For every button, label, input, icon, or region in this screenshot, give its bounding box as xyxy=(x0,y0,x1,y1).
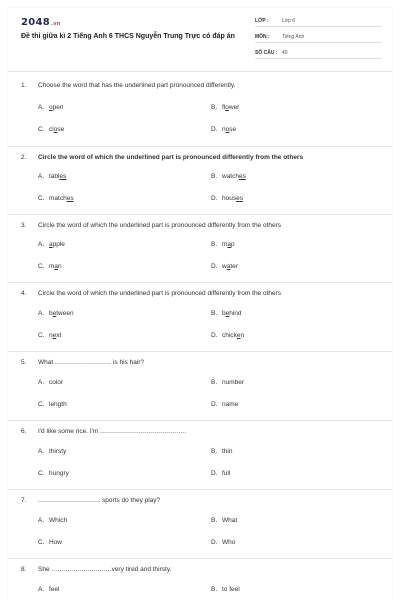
question-text: Circle the word of which the underlined part is pronounced differently from the others xyxy=(38,222,282,229)
option-text-pre: match xyxy=(49,195,67,202)
option-text-pre: b xyxy=(49,310,53,317)
option-text-pre: m xyxy=(49,263,55,270)
logo-text: 2048 xyxy=(21,17,51,28)
option-letter: B. xyxy=(211,517,218,524)
option-letter: C. xyxy=(38,195,45,202)
q8-option-b[interactable] xyxy=(211,586,240,593)
q3-option-b[interactable] xyxy=(211,241,235,248)
option-underlined: e xyxy=(225,310,230,317)
option-letter: D. xyxy=(211,401,218,408)
q5-option-d[interactable] xyxy=(211,401,238,408)
option-text: name xyxy=(222,401,239,408)
question-text-post: is his hair? xyxy=(111,359,145,366)
option-underlined: o xyxy=(225,126,230,133)
option-letter: C. xyxy=(38,263,45,270)
q2-option-d[interactable] xyxy=(211,195,243,202)
option-underlined: o xyxy=(49,104,53,111)
option-text: thirsty xyxy=(49,448,67,455)
option-letter: B. xyxy=(211,310,218,317)
option-underlined: o xyxy=(225,104,229,111)
option-letter: D. xyxy=(211,332,218,339)
option-letter: A. xyxy=(38,241,45,248)
option-text-pre: chick xyxy=(222,332,237,339)
option-letter: D. xyxy=(211,263,218,270)
divider xyxy=(8,489,392,490)
q7-option-d[interactable] xyxy=(211,539,235,546)
q2-option-b[interactable] xyxy=(211,173,246,180)
option-text: feel xyxy=(49,586,60,593)
option-text-post: xt xyxy=(56,332,62,339)
divider xyxy=(8,420,392,421)
option-text-post: p xyxy=(231,241,235,248)
question-number: 2. xyxy=(21,154,27,161)
option-text-pre: hous xyxy=(222,195,237,202)
question-text: Choose the word that has the underlined part pronounced differently. xyxy=(38,82,236,89)
meta-class-label: LỚP : xyxy=(255,18,269,24)
option-letter: D. xyxy=(211,126,218,133)
option-text-post: n xyxy=(58,263,62,270)
option-letter: B. xyxy=(211,586,218,593)
question-text xyxy=(38,566,171,573)
question-number: 8. xyxy=(21,566,27,573)
q4-option-a[interactable] xyxy=(38,310,74,317)
option-letter: B. xyxy=(211,241,218,248)
option-text-post: se xyxy=(57,126,65,133)
option-text-post: pen xyxy=(52,104,64,111)
divider xyxy=(8,351,392,352)
q6-option-d[interactable] xyxy=(211,470,230,477)
option-text-post: ter xyxy=(230,263,238,270)
q1-option-d[interactable] xyxy=(211,126,236,133)
option-letter: A. xyxy=(38,448,45,455)
option-text: How xyxy=(49,539,63,546)
option-text-pre: cl xyxy=(49,126,54,133)
meta-count-label: SỐ CÂU : xyxy=(255,50,278,56)
question-number: 1. xyxy=(21,82,27,89)
option-underlined: es xyxy=(66,195,74,202)
q7-option-a[interactable] xyxy=(38,517,67,524)
meta-class-value: Lớp 6 xyxy=(282,18,296,24)
option-letter: A. xyxy=(38,517,45,524)
q1-option-a[interactable] xyxy=(38,104,63,111)
option-text-pre: watch xyxy=(222,173,239,180)
option-letter: C. xyxy=(38,126,45,133)
option-text-post: wer xyxy=(228,104,240,111)
q5-option-b[interactable] xyxy=(211,379,244,386)
option-letter: D. xyxy=(211,470,218,477)
option-text: full xyxy=(222,470,231,477)
q2-option-c[interactable] xyxy=(38,195,74,202)
logo-suffix: .vn xyxy=(51,21,61,27)
option-text: length xyxy=(49,401,67,408)
meta-subject-label: MÔN : xyxy=(255,34,270,40)
question-number: 5. xyxy=(21,359,27,366)
answer-blank: ............................... xyxy=(38,497,101,504)
option-letter: C. xyxy=(38,401,45,408)
question-number: 3. xyxy=(21,222,27,229)
option-letter: A. xyxy=(38,104,45,111)
option-text-post: se xyxy=(229,126,237,133)
question-text-post: sports do they play? xyxy=(100,497,161,504)
meta-subject-value: Tiếng Anh xyxy=(282,34,305,40)
option-letter: A. xyxy=(38,310,45,317)
q7-option-c[interactable] xyxy=(38,539,62,546)
meta-subject-row xyxy=(255,31,382,43)
question-text-pre: She xyxy=(38,566,52,573)
q4-option-b[interactable] xyxy=(211,310,242,317)
q3-option-d[interactable] xyxy=(211,263,238,270)
option-letter: C. xyxy=(38,539,45,546)
option-text-pre: n xyxy=(49,332,53,339)
q4-option-c[interactable] xyxy=(38,332,61,339)
option-text-pre: b xyxy=(222,310,226,317)
question-number: 4. xyxy=(21,290,27,297)
q3-option-a[interactable] xyxy=(38,241,65,248)
option-underlined: e xyxy=(52,310,57,317)
divider xyxy=(8,146,392,147)
q5-option-a[interactable] xyxy=(38,379,63,386)
option-text-pre: w xyxy=(222,263,227,270)
exam-page xyxy=(8,8,392,600)
option-letter: A. xyxy=(38,586,45,593)
q1-option-b[interactable] xyxy=(211,104,239,111)
option-text-post: hind xyxy=(229,310,242,317)
option-letter: C. xyxy=(38,470,45,477)
question-number: 6. xyxy=(21,428,27,435)
question-text-pre: What xyxy=(38,359,55,366)
option-letter: C. xyxy=(38,332,45,339)
q6-option-c[interactable] xyxy=(38,470,69,477)
option-text: What xyxy=(222,517,238,524)
option-underlined: e xyxy=(52,332,57,339)
option-underlined: es xyxy=(236,195,243,202)
question-number: 7. xyxy=(21,497,27,504)
option-text-post: n xyxy=(240,332,245,339)
meta-count-row xyxy=(255,47,382,59)
option-letter: A. xyxy=(38,379,45,386)
q5-option-c[interactable] xyxy=(38,401,67,408)
option-text: number xyxy=(222,379,245,386)
answer-blank: .............................. xyxy=(51,566,112,573)
answer-blank: ........................................... xyxy=(100,428,187,435)
option-text-pre: fl xyxy=(222,104,226,111)
option-letter: A. xyxy=(38,173,45,180)
option-letter: B. xyxy=(211,379,218,386)
option-underlined: es xyxy=(238,173,246,180)
q1-option-c[interactable] xyxy=(38,126,64,133)
option-underlined: e xyxy=(236,332,241,339)
divider xyxy=(8,558,392,559)
option-letter: B. xyxy=(211,173,218,180)
option-underlined: a xyxy=(226,263,231,270)
option-text-pre: tabl xyxy=(49,173,60,180)
question-text xyxy=(38,359,144,366)
option-text-post: tween xyxy=(56,310,74,317)
divider xyxy=(8,282,392,283)
option-letter: B. xyxy=(211,104,218,111)
question-text xyxy=(38,428,186,435)
option-text: thin xyxy=(222,448,233,455)
question-text xyxy=(38,497,160,504)
option-text: Who xyxy=(222,539,236,546)
q2-option-a[interactable] xyxy=(38,173,66,180)
question-text: Circle the word of which the underlined part is pronounced differently from the others xyxy=(38,290,282,297)
option-text: Which xyxy=(49,517,68,524)
option-text: hungry xyxy=(49,470,69,477)
site-logo[interactable] xyxy=(21,17,61,28)
answer-blank: ............................ xyxy=(54,359,112,366)
meta-class-row xyxy=(255,15,382,27)
q6-option-a[interactable] xyxy=(38,448,66,455)
option-letter: B. xyxy=(211,448,218,455)
q3-option-c[interactable] xyxy=(38,263,62,270)
q4-option-d[interactable] xyxy=(211,332,244,339)
exam-header xyxy=(8,8,392,72)
q7-option-b[interactable] xyxy=(211,517,237,524)
option-text-pre: n xyxy=(222,126,226,133)
meta-count-value: 40 xyxy=(282,50,288,56)
option-underlined: es xyxy=(59,173,67,180)
divider xyxy=(8,214,392,215)
option-text: color xyxy=(49,379,64,386)
question-text-pre: I'd like some rice. I'm xyxy=(38,428,101,435)
option-letter: D. xyxy=(211,195,218,202)
option-text: to feel xyxy=(222,586,240,593)
option-underlined: a xyxy=(227,241,232,248)
option-text-pre: m xyxy=(222,241,228,248)
option-text-post: pple xyxy=(52,241,65,248)
question-text-post: very tired and thirsty. xyxy=(111,566,172,573)
option-letter: D. xyxy=(211,539,218,546)
option-underlined: o xyxy=(53,126,58,133)
q8-option-a[interactable] xyxy=(38,586,59,593)
exam-title: Đề thi giữa kì 2 Tiếng Anh 6 THCS Nguyễn Trung Trực có đáp án xyxy=(21,33,235,40)
q6-option-b[interactable] xyxy=(211,448,232,455)
option-underlined: a xyxy=(54,263,59,270)
question-text: Circle the word of which the underlined part is pronounced differently from the others xyxy=(38,154,304,161)
option-underlined: a xyxy=(49,241,53,248)
